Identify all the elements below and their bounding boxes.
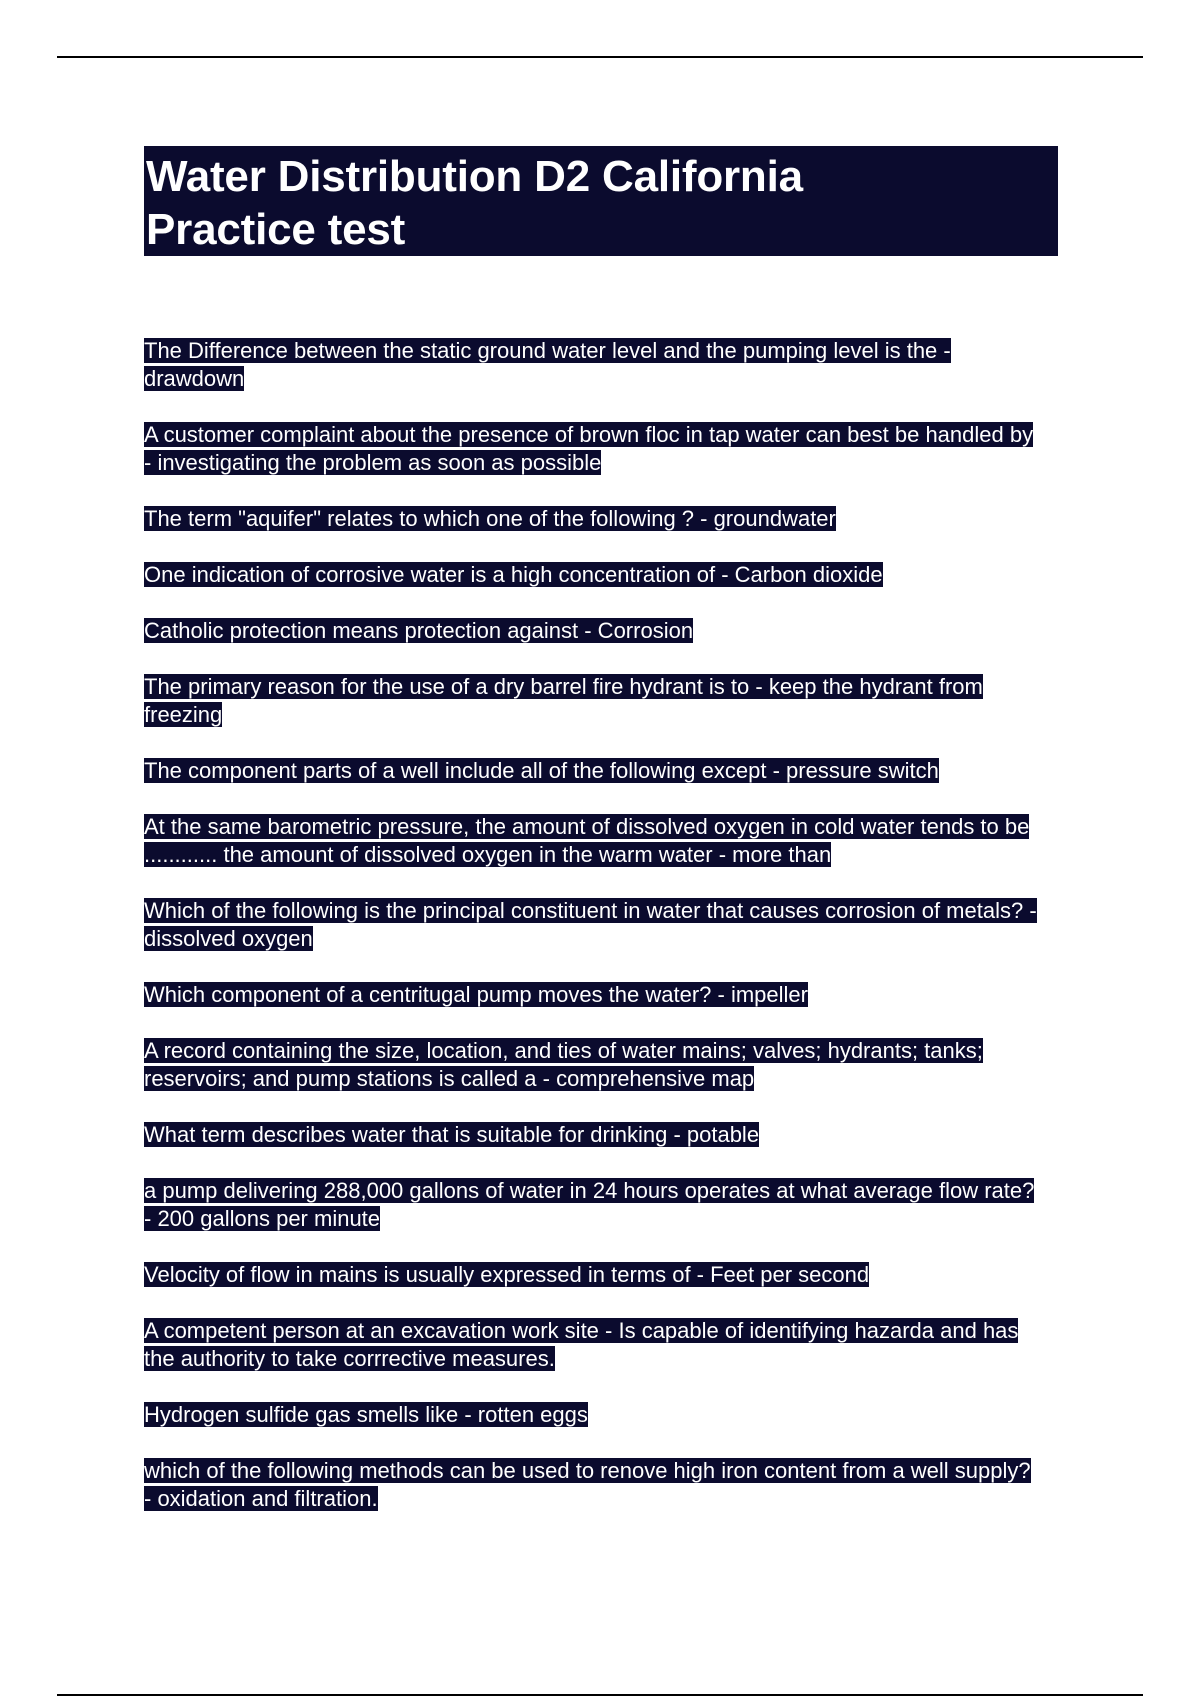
document-title-block <box>144 146 1058 256</box>
document-title <box>146 150 1056 256</box>
qa-text: Catholic protection means protection against - Corrosion <box>144 618 694 643</box>
qa-item <box>144 981 1044 1037</box>
top-rule <box>57 56 1143 58</box>
qa-text: Which component of a centritugal pump moves the water? - impeller <box>144 982 808 1007</box>
qa-text: A record containing the size, location, and ties of water mains; valves; hydrants; tanks; reservoirs; and pump stations is called a - comprehensive map <box>144 1038 983 1091</box>
bottom-rule <box>57 1694 1143 1696</box>
qa-text: The primary reason for the use of a dry barrel fire hydrant is to - keep the hydrant from freezing <box>144 674 983 727</box>
qa-item <box>144 1037 1044 1121</box>
qa-text: which of the following methods can be used to renove high iron content from a well supply? - oxidation and filtration. <box>144 1458 1031 1511</box>
qa-item <box>144 337 1044 421</box>
qa-item <box>144 1457 1044 1541</box>
qa-text: A customer complaint about the presence of brown floc in tap water can best be handled by - investigating the problem as soon as possible <box>144 422 1034 475</box>
qa-text: The Difference between the static ground water level and the pumping level is the - drawdown <box>144 338 951 391</box>
qa-item <box>144 1177 1044 1261</box>
qa-item <box>144 561 1044 617</box>
qa-item <box>144 673 1044 757</box>
qa-item <box>144 1261 1044 1317</box>
qa-item <box>144 757 1044 813</box>
qa-text: What term describes water that is suitable for drinking - potable <box>144 1122 760 1147</box>
qa-text: The term "aquifer" relates to which one of the following ? - groundwater <box>144 506 836 531</box>
qa-item <box>144 1121 1044 1177</box>
qa-text: Hydrogen sulfide gas smells like - rotten eggs <box>144 1402 588 1427</box>
title-line-1: Water Distribution D2 California <box>146 152 803 201</box>
qa-text: a pump delivering 288,000 gallons of water in 24 hours operates at what average flow rate? - 200 gallons per minute <box>144 1178 1035 1231</box>
qa-item <box>144 1401 1044 1457</box>
qa-text: A competent person at an excavation work site - Is capable of identifying hazarda and has the authority to take corrrective measures. <box>144 1318 1019 1371</box>
qa-item <box>144 617 1044 673</box>
qa-text: At the same barometric pressure, the amount of dissolved oxygen in cold water tends to be ............ the amount of dissolved oxygen in the warm water - more than <box>144 814 1030 867</box>
qa-item <box>144 1317 1044 1401</box>
qa-text: Velocity of flow in mains is usually expressed in terms of - Feet per second <box>144 1262 870 1287</box>
qa-item <box>144 421 1044 505</box>
qa-text: The component parts of a well include all of the following except - pressure switch <box>144 758 939 783</box>
qa-text: Which of the following is the principal constituent in water that causes corrosion of metals? - dissolved oxygen <box>144 898 1037 951</box>
qa-item <box>144 813 1044 897</box>
title-line-2: Practice test <box>146 205 406 254</box>
qa-text: One indication of corrosive water is a high concentration of - Carbon dioxide <box>144 562 883 587</box>
qa-item <box>144 505 1044 561</box>
qa-item <box>144 897 1044 981</box>
question-answer-list <box>144 337 1044 1541</box>
